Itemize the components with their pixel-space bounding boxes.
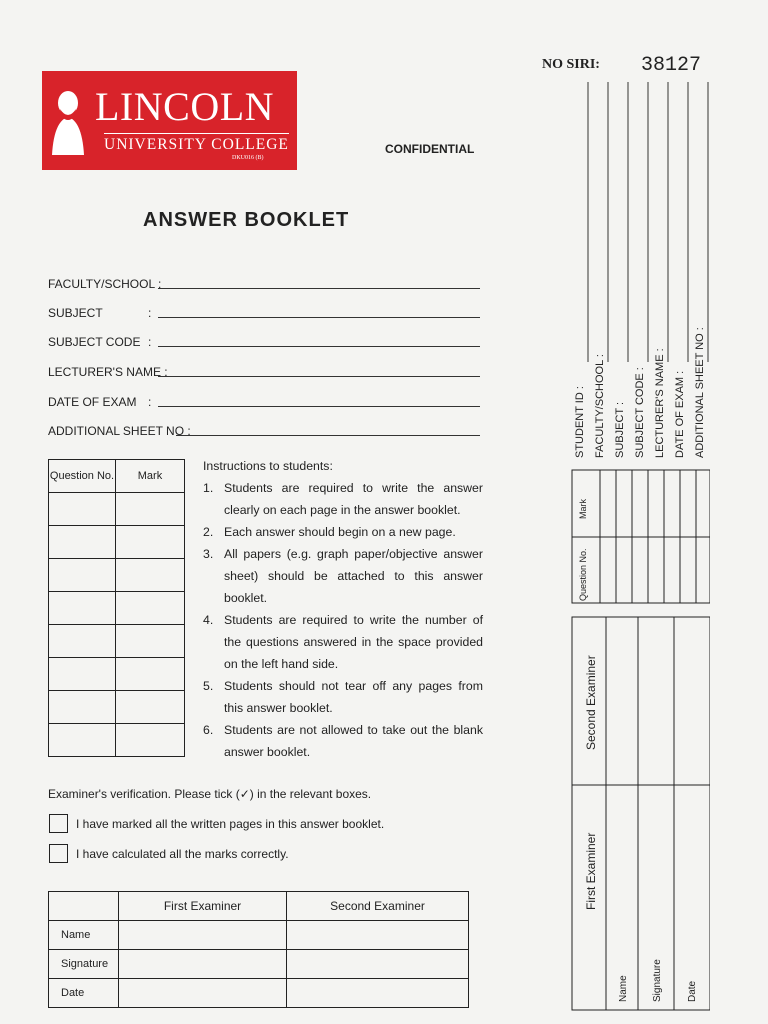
instruction-item — [203, 543, 483, 609]
lincoln-bust-icon — [50, 87, 86, 155]
instruction-number: 4. — [203, 613, 214, 627]
instruction-number: 3. — [203, 547, 214, 561]
mark-cell[interactable] — [116, 526, 185, 559]
field-subject-label: SUBJECT — [48, 306, 103, 320]
field-additional-sheet-label: ADDITIONAL SHEET NO : — [48, 424, 191, 438]
verification-text: Examiner's verification. Please tick (✓) in the relevant boxes. — [48, 787, 372, 801]
first-examiner-header: First Examiner — [119, 892, 287, 921]
instruction-text: All papers (e.g. graph paper/objective answer sheet) should be attached to this answer booklet. — [224, 547, 483, 605]
instruction-text: Students are required to write the number of the questions answered in the space provided on the left hand side. — [224, 613, 483, 671]
instruction-text: Students are required to write the answer clearly on each page in the answer booklet. — [224, 481, 483, 517]
table-row — [49, 921, 469, 950]
table-row — [49, 979, 469, 1008]
mark-header: Mark — [116, 460, 185, 493]
mark-cell[interactable] — [116, 724, 185, 757]
instruction-item — [203, 719, 483, 763]
side-date-of-exam: DATE OF EXAM : — [674, 370, 686, 458]
table-row — [49, 559, 185, 592]
first-examiner-date-cell[interactable] — [119, 979, 287, 1008]
question-cell[interactable] — [49, 625, 116, 658]
mark-cell[interactable] — [116, 592, 185, 625]
side-faculty: FACULTY/SCHOOL : — [594, 354, 606, 458]
table-row — [49, 493, 185, 526]
serial-label: NO SIRI: — [542, 57, 600, 72]
serial-number: 38127 — [641, 54, 702, 77]
field-subject-line[interactable] — [158, 317, 480, 318]
instruction-text: Students are not allowed to take out the blank answer booklet. — [224, 723, 483, 759]
side-subject-code: SUBJECT CODE : — [634, 367, 646, 458]
question-cell[interactable] — [49, 691, 116, 724]
examiner-row-label: Name — [49, 921, 119, 950]
mark-cell[interactable] — [116, 691, 185, 724]
table-row — [49, 526, 185, 559]
second-examiner-date-cell[interactable] — [287, 979, 469, 1008]
field-faculty-line[interactable] — [158, 288, 480, 289]
question-cell[interactable] — [49, 526, 116, 559]
instruction-item — [203, 675, 483, 719]
examiner-corner-cell — [49, 892, 119, 921]
table-row — [49, 625, 185, 658]
question-cell[interactable] — [49, 559, 116, 592]
side-question-no-header: Question No. — [578, 548, 588, 601]
table-row — [49, 691, 185, 724]
field-date-line[interactable] — [158, 406, 480, 407]
table-row — [49, 950, 469, 979]
examiner-row-label: Signature — [49, 950, 119, 979]
instruction-item — [203, 609, 483, 675]
mark-cell[interactable] — [116, 625, 185, 658]
side-subject: SUBJECT : — [614, 401, 626, 458]
second-examiner-name-cell[interactable] — [287, 921, 469, 950]
question-no-header: Question No. — [49, 460, 116, 493]
instruction-number: 5. — [203, 679, 214, 693]
page-title: ANSWER BOOKLET — [143, 209, 350, 231]
field-date-label: DATE OF EXAM — [48, 395, 137, 409]
table-row — [49, 592, 185, 625]
confidential-label: CONFIDENTIAL — [385, 142, 475, 156]
field-subject-colon: : — [148, 306, 152, 320]
examiner-table — [48, 891, 469, 1008]
field-additional-sheet-line[interactable] — [176, 435, 480, 436]
field-faculty-label: FACULTY/SCHOOL : — [48, 277, 162, 291]
check-marked-pages-label: I have marked all the written pages in this answer booklet. — [76, 817, 385, 831]
side-student-id: STUDENT ID : — [574, 386, 586, 458]
mark-cell[interactable] — [116, 559, 185, 592]
side-signature-label: Signature — [652, 959, 663, 1002]
instruction-item — [203, 477, 483, 521]
side-date-label: Date — [687, 980, 698, 1002]
first-examiner-signature-cell[interactable] — [119, 950, 287, 979]
question-cell[interactable] — [49, 493, 116, 526]
mark-cell[interactable] — [116, 658, 185, 691]
side-mark-header: Mark — [578, 499, 588, 519]
question-cell[interactable] — [49, 658, 116, 691]
second-examiner-header: Second Examiner — [287, 892, 469, 921]
logo-name: LINCOLN — [95, 84, 275, 129]
instruction-item — [203, 521, 483, 543]
field-subject-code-line[interactable] — [158, 346, 480, 347]
question-mark-table — [48, 459, 185, 757]
side-name-label: Name — [618, 975, 629, 1002]
field-lecturer-label: LECTURER'S NAME : — [48, 365, 168, 379]
examiner-row-label: Date — [49, 979, 119, 1008]
instruction-text: Students should not tear off any pages from this answer booklet. — [224, 679, 483, 715]
question-cell[interactable] — [49, 724, 116, 757]
instruction-text: Each answer should begin on a new page. — [224, 525, 456, 539]
field-lecturer-line[interactable] — [158, 376, 480, 377]
field-subject-code-colon: : — [148, 335, 152, 349]
side-additional-sheet: ADDITIONAL SHEET NO : — [694, 327, 706, 458]
side-second-examiner: Second Examiner — [584, 655, 598, 750]
logo-registration: DKU016 (B) — [232, 155, 264, 161]
instruction-number: 1. — [203, 481, 214, 495]
table-row — [49, 658, 185, 691]
field-subject-code-label: SUBJECT CODE — [48, 335, 141, 349]
field-date-colon: : — [148, 395, 152, 409]
check-calculated-marks-box[interactable] — [49, 844, 68, 863]
college-logo — [42, 71, 297, 170]
side-lecturer: LECTURER'S NAME : — [654, 348, 666, 458]
second-examiner-signature-cell[interactable] — [287, 950, 469, 979]
side-strip — [570, 82, 710, 1012]
table-row — [49, 724, 185, 757]
instructions-heading: Instructions to students: — [203, 459, 333, 473]
check-calculated-marks-label: I have calculated all the marks correctly. — [76, 847, 289, 861]
logo-subtitle: UNIVERSITY COLLEGE — [104, 133, 289, 154]
mark-cell[interactable] — [116, 493, 185, 526]
question-cell[interactable] — [49, 592, 116, 625]
instruction-number: 6. — [203, 723, 214, 737]
side-first-examiner: First Examiner — [584, 832, 598, 910]
first-examiner-name-cell[interactable] — [119, 921, 287, 950]
check-marked-pages-box[interactable] — [49, 814, 68, 833]
instructions — [203, 455, 483, 763]
instruction-number: 2. — [203, 525, 214, 539]
